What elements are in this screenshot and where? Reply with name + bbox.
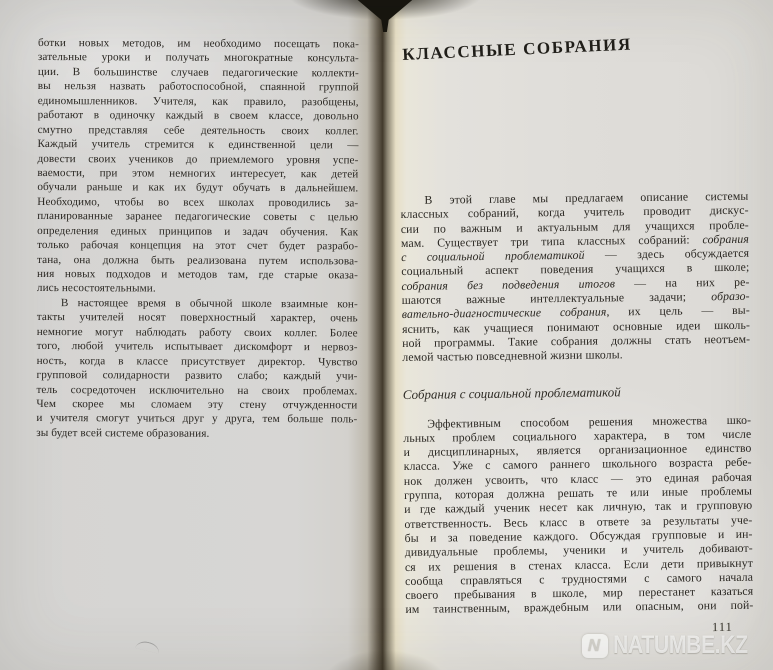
watermark-logo-letter: N bbox=[586, 635, 603, 655]
text-line: тана, она должна быть реализована путем использова- bbox=[36, 253, 359, 267]
text-line: лись несостоятельными. bbox=[36, 282, 156, 295]
text-line: тель сосредоточен исключительно на своих проблемах. bbox=[36, 383, 358, 397]
paragraph bbox=[403, 412, 753, 616]
text-line: Эффективным способом решения множества шко- bbox=[427, 412, 752, 431]
text-line: льных проблем социального характера, в том числе bbox=[403, 426, 752, 445]
text-line: социальный аспект поведения учащихся в школе; bbox=[401, 260, 750, 279]
left-page-text bbox=[36, 36, 359, 442]
text-line: определения единых принципов и задач обучения. Как bbox=[37, 224, 359, 239]
text-line: групповой солидарности развито слабо; каждый учи- bbox=[36, 369, 358, 383]
text-line: класса. Уже с самого раннего школьного возраста ребе- bbox=[403, 455, 752, 474]
text-line: ответственность. Весь класс в ответе за результаты уче- bbox=[404, 512, 753, 531]
text-line: вы нельзя назвать работоспособной, спаянной группой bbox=[37, 80, 359, 94]
text-line: им таинственным, враждебным или опасным, они пой- bbox=[405, 598, 754, 617]
text-line: немногие могут наблюдать работу своих коллег. Более bbox=[36, 325, 358, 340]
text-line: ботки новых методов, им необходимо посещать пока- bbox=[37, 36, 359, 51]
text-line: сии по важным и актуальным для учащихся пробле- bbox=[400, 217, 749, 236]
paragraph bbox=[400, 189, 750, 365]
text-line: яснить, как учащиеся понимают основные идеи школь- bbox=[401, 317, 751, 336]
text-line: В настоящее время в обычной школе взаимные кон- bbox=[60, 296, 358, 311]
text-line: сообща справляться с трудностями с самого начала bbox=[405, 569, 754, 588]
text-line: обучали раньше и как их будут обучать в дальнейшем. bbox=[37, 181, 359, 195]
text-line: вательно-диагностические собрания, их цель — вы- bbox=[401, 303, 750, 322]
text-line: единомышленников. Учителя, как правило, разобщены, bbox=[37, 94, 359, 109]
text-line: Каждый учитель стремится к единственной цели — bbox=[37, 138, 359, 152]
text-line: нок должен усвоить, что класс — это единая рабочая bbox=[403, 469, 752, 488]
text-line: и где каждый ученик несет как личную, так и групповую bbox=[404, 498, 753, 517]
text-line: ность, когда в классе присутствует директор. Чувство bbox=[36, 354, 358, 369]
text-line: своего пребывания в школе, мир перестанет казаться bbox=[405, 583, 754, 603]
text-line: ся их решения в стенах класса. Если дети привыкнут bbox=[404, 555, 753, 574]
pencil-mark bbox=[135, 639, 160, 654]
text-line: и учителя смогут учиться друг у друга, тем больше поль- bbox=[36, 412, 358, 426]
section-subheading: Собрания с социальной проблематикой bbox=[402, 383, 621, 402]
watermark-logo-icon bbox=[582, 634, 608, 658]
text-line: ной программы. Такие собрания должны стать неотъем- bbox=[402, 331, 751, 350]
text-line: мам. Существует три типа классных собраний: собрания bbox=[400, 231, 750, 250]
text-line: зательные уроки и получать многократные консульта- bbox=[37, 51, 359, 65]
text-line: с социальной проблематикой — здесь обсуждается bbox=[401, 245, 750, 265]
text-line: ния новых подходов и методов там, где старые оказа- bbox=[36, 267, 358, 282]
text-line: бы и за поведение каждого. Обсуждая групповые и ин- bbox=[404, 526, 753, 545]
text-line: смутно представляя себе деятельность своих коллег. bbox=[37, 123, 359, 138]
page-number: 111 bbox=[711, 619, 733, 635]
text-line: классных собраний, когда учитель проводит дискус- bbox=[400, 203, 749, 222]
text-line: такты учителей носят поверхностный характер, очень bbox=[36, 311, 358, 325]
chapter-title: КЛАССНЫЕ СОБРАНИЯ bbox=[401, 34, 633, 64]
text-line: того, любой учитель испытывает дискомфорт и нервоз- bbox=[36, 340, 358, 354]
text-line: ции. В большинстве случаев педагогические коллекти- bbox=[37, 65, 359, 80]
text-line: шаются важные интеллектуальные задачи; образо- bbox=[401, 288, 750, 308]
text-line: работают в одиночку каждый в своем классе, довольно bbox=[37, 109, 359, 123]
text-line: ваемости, при этом немногих интересует, как детей bbox=[37, 166, 359, 181]
text-line: довести своих учеников до приемлемого уровня успе- bbox=[37, 152, 359, 166]
right-page-text bbox=[398, 0, 754, 617]
text-line: и дисциплинарных, является организационное единство bbox=[403, 440, 752, 460]
text-line: собрания без подведения итогов — на них ре- bbox=[401, 274, 750, 293]
text-line: группа, которая должна решать те или иные проблемы bbox=[403, 483, 753, 503]
paragraph bbox=[37, 36, 359, 297]
watermark-text: NATUMBE.KZ bbox=[612, 631, 748, 659]
text-line: Необходимо, чтобы во всех школах проводились за- bbox=[37, 195, 359, 210]
text-line: зы будет всей системе образования. bbox=[36, 426, 210, 440]
text-line: лемой частью повседневной жизни школы. bbox=[402, 347, 623, 365]
text-line: только рабочая концепция на этот счет будет разрабо- bbox=[37, 239, 359, 253]
text-line: Чем скорее мы сломаем эту стену отчужденности bbox=[36, 397, 358, 412]
text-line: дивидуальные проблемы, ученики и учитель добивают- bbox=[404, 540, 753, 560]
text-line: В этой главе мы предлагаем описание системы bbox=[424, 188, 749, 207]
text-line: планированные заранее педагогические советы с целью bbox=[37, 210, 359, 224]
watermark bbox=[582, 631, 771, 660]
paragraph bbox=[36, 296, 358, 442]
